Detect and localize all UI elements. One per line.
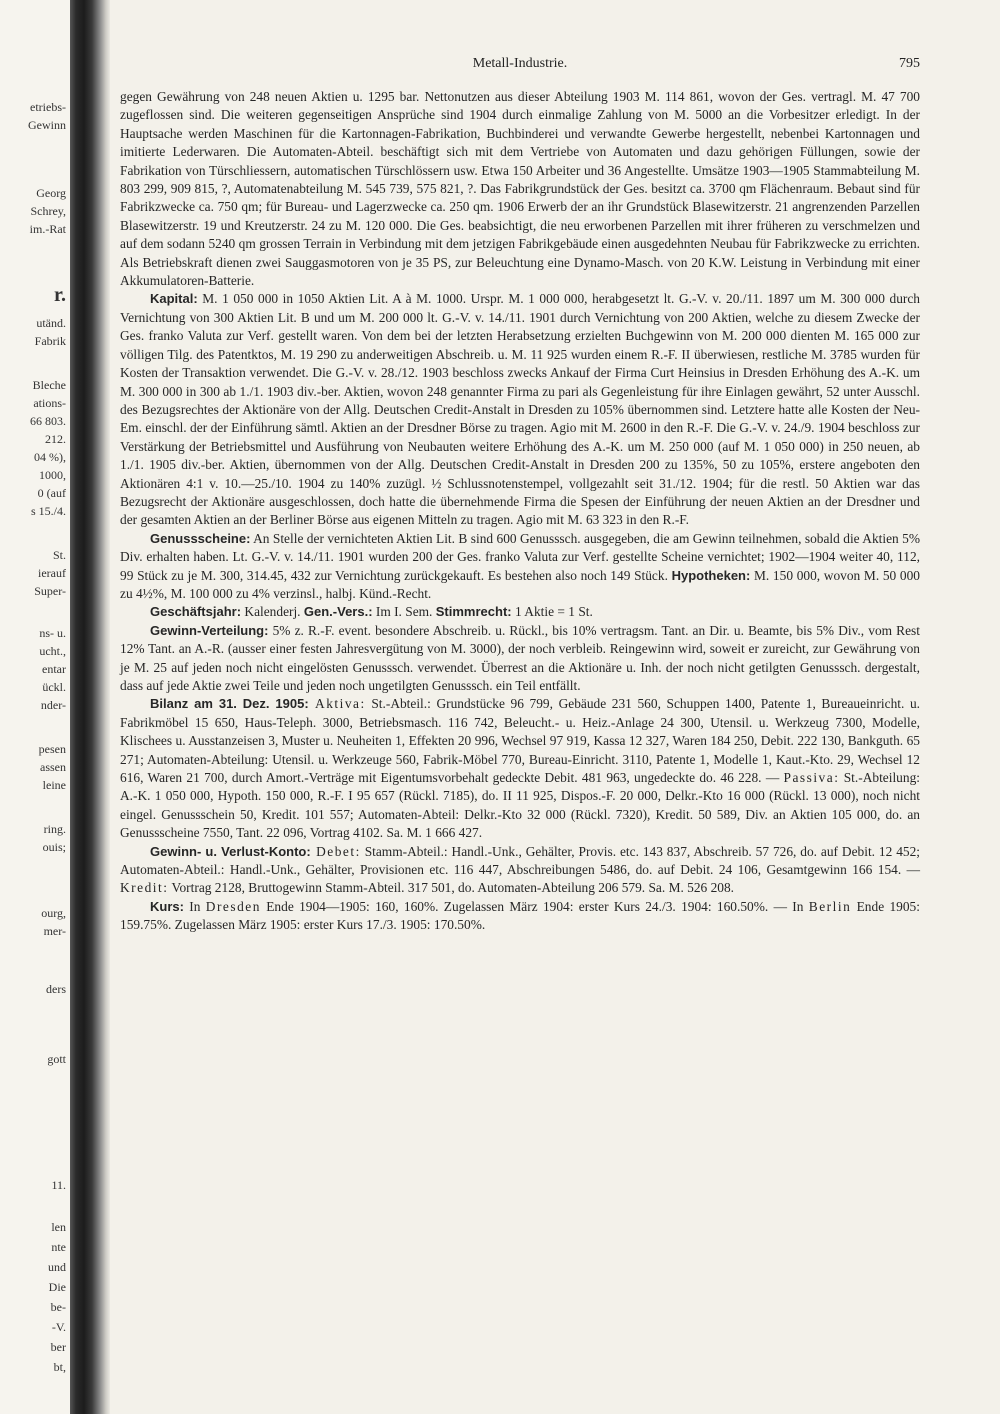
- page: [120, 56, 920, 935]
- paragraph: [120, 622, 920, 696]
- margin-fragment: len: [51, 1220, 66, 1234]
- margin-fragment: ückl.: [42, 680, 66, 694]
- margin-fragment: 0 (auf: [37, 486, 66, 500]
- section-term: Kurs:: [150, 898, 184, 914]
- spaced-label: Berlin: [808, 898, 852, 914]
- page-number: 795: [899, 56, 920, 71]
- margin-fragment: be-: [50, 1300, 66, 1314]
- margin-fragment: Georg: [36, 186, 66, 200]
- margin-fragment: Super-: [34, 584, 66, 598]
- text-run: An Stelle der vernichteten Aktien Lit. B sind 600 Genusssch. ausgegeben, die am Gewinn teilnehmen, sobald die Aktien 5% Div. erhalten haben. Lt. G.-V. v. 14./11. 1901 wurden 200 der Ges. franko Valuta zur Verf. gestellte Scheine vernichtet; 1902—1904 weiter 40, 112, 99 Stück zu je M. 300, 314.45, 432 zur Vernichtung zurückgekauft. Es bestehen also noch 149 Stück.: [120, 530, 920, 583]
- margin-fragment: ourg,: [41, 906, 66, 920]
- text-run: Ende 1905: 159.75%. Zugelassen März 1905: erster Kurs 17./3. 1905: 170.50%.: [120, 898, 920, 933]
- margin-fragment: Schrey,: [30, 204, 66, 218]
- margin-fragment: 04 %),: [34, 450, 66, 464]
- running-header: [120, 56, 920, 88]
- margin-fragment: 1000,: [39, 468, 66, 482]
- section-term: Genussscheine:: [150, 530, 251, 546]
- article-body: [120, 88, 920, 935]
- margin-fragment: mer-: [43, 924, 66, 938]
- text-run: Stamm-Abteil.: Handl.-Unk., Gehälter, Provis. etc. 143 837, Abschreib. 57 726, do. auf Debit. 12 452; Automaten-Abteil.: Handl.-Unk., Gehälter, Provisionen etc. 116 447, Abschreibungen 5486, do. auf Debit. 24 106, Gesamtgewinn 166 154. —: [120, 843, 920, 878]
- section-term: Kapital:: [150, 291, 198, 307]
- margin-fragment: nder-: [40, 698, 66, 712]
- spaced-label: Dresden: [205, 898, 261, 914]
- section-term: Gewinn- u. Verlust-Konto:: [150, 843, 311, 859]
- margin-fragment: und: [48, 1260, 66, 1274]
- margin-fragment: Gewinn: [28, 118, 66, 132]
- margin-fragment: leine: [42, 778, 66, 792]
- text-run: gegen Gewährung von 248 neuen Aktien u. 1295 bar. Nettonutzen aus dieser Abteilung 1903 M. 114 861, wovon der Ges. vertragl. M. 47 700 zugeflossen sind. Die weiteren gegenseitigen Ansprüche sind 1904 durch einmalige Zahlung von M. 5000 an die Vorbesitzer erledigt. In der Hauptsache werden Maschinen für die Kartonnagen-Fabrikation, Buchbinderei und verwandte Gewerbe hergestellt, nebenbei Kartonnagen und imitierte Lederwaren. Die Automaten-Abteil. beschäftigt sich mit dem Vertriebe von Automaten und dazu gehörigen Füllungen, sowie der Fabrikation von Türschliessern, automatischen Türschlössern usw. Etwa 150 Arbeiter und 36 Angestellte. Umsätze 1903—1905 Stammabteilung M. 803 299, 909 815, ?, Automatenabteilung M. 545 739, 575 821, ?. Das Fabrikgrundstück der Ges. besitzt ca. 3700 qm Flächenraum. Bebaut sind für Fabrikzwecke ca. 750 qm; für Bureau- und Lagerzwecke ca. 250 qm. 1906 Erwerb der an ihr Grundstück Blasewitzerstr. 21 angrenzenden Parzellen Blasewitzerstr. 19 und Kreutzerstr. 24 zu M. 120 000. Die Ges. beabsichtigt, die neu erworbenen Parzellen mit ihrer früheren zu verschmelzen und auf dem sodann 5240 qm grossen Terrain in Verbindung mit dem jetzigen Fabrikgebäude einen ausgedehnten Neubau für Fabrikzwecke zu errichten. Als Betriebskraft dienen zwei Sauggasmotoren von je 35 PS, zur Beleuchtung eine Dynamo-Masch. von 20 K.W. Leistung in Verbindung mit einer Akkumulatoren-Batterie.: [120, 89, 920, 289]
- margin-fragment: ucht.,: [39, 644, 66, 658]
- margin-fragment: St.: [52, 548, 66, 562]
- margin-fragment: ations-: [33, 396, 66, 410]
- text-run: Ende 1904—1905: 160, 160%. Zugelassen März 1904: erster Kurs 24./3. 1904: 160.50%. — In: [260, 898, 809, 914]
- margin-fragment: ber: [50, 1340, 66, 1354]
- spaced-label: Debet:: [310, 843, 361, 859]
- margin-fragment: Die: [48, 1280, 66, 1294]
- section-term: Gen.-Vers.:: [303, 604, 373, 620]
- text-run: St.-Abteil.: Grundstücke 96 799, Gebäude 231 560, Schuppen 1400, Patente 1, Bureaueinricht. u. Fabrikmöbel 15 650, Haus-Teleph. 3000, Betriebsmasch. 116 742, Beleucht.- u. Heiz.-Anlage 24 300, Utensil. u. Werkzeug 7300, Modelle, Klischees u. Ausstanzeisen 3, Muster u. Neuheiten 1, Effekten 20 996, Wechsel 97 919, Kassa 12 327, Waren 184 250, Debit. 222 130, Bankguth. 65 271; Automaten-Abteilung: Utensil. u. Werkzeuge 560, Fabrik-Möbel 770, Bureau-Einricht. 3110, Patente 1, Modelle 1, Kaut.-Kto. 29, Wechsel 12 616, Waren 21 700, durch Amort.-Verträge mit Eigentumsvorbehalt gedeckte Debit. 481 963, ungedeckte do. 46 228. —: [120, 696, 920, 786]
- paragraph: [120, 603, 920, 621]
- margin-fragment: 66 803.: [30, 414, 66, 428]
- margin-fragment: ns- u.: [39, 626, 66, 640]
- spaced-label: Aktiva:: [308, 696, 366, 712]
- paragraph: [120, 843, 920, 898]
- margin-fragment: -V.: [51, 1320, 66, 1334]
- section-term: Stimmrecht:: [435, 604, 512, 620]
- paragraph: [120, 695, 920, 842]
- spaced-label: Passiva:: [783, 770, 840, 786]
- text-run: 5% z. R.-F. event. besondere Abschreib. u. Rückl., bis 10% vertragsm. Tant. an Dir. u. Beamte, bis 5% Div., vom Rest 12% Tant. an A.-R. (ausser einer festen Jahresvergütung von M. 3000), der noch verbleib. Reingewinn wird, soweit er zureicht, zur Gewährung von je M. 25 auf jeden noch nicht eingelösten Genusssch. verwendet. Überrest an die Aktionäre u. Inh. der noch nicht getilgten Genusssch. dergestalt, dass auf jede Aktie zwei Teile und jeden noch ungetilgten Genusssch. ein Teil entfällt.: [120, 622, 920, 693]
- text-run: Im I. Sem.: [372, 604, 436, 620]
- section-term: Hypotheken:: [671, 567, 751, 583]
- margin-fragment: Bleche: [32, 378, 66, 392]
- margin-fragment: s 15./4.: [30, 504, 66, 518]
- margin-fragment: pesen: [38, 742, 66, 756]
- text-run: M. 1 050 000 in 1050 Aktien Lit. A à M. 1000. Urspr. M. 1 000 000, herabgesetzt lt. G.-V. v. 20./11. 1897 um M. 300 000 durch Vernichtung von 300 Aktien Lit. B und um M. 200 000 lt. G.-V. v. 14./11. 1901 durch Vernichtung von 200 Aktien, welche zu diesem Zwecke der Ges. franko Valuta zur Verf. gestellt waren. Von dem bei der letzten Herabsetzung erzielten Buchgewinn von M. 200 000 dienten M. 165 000 zur völligen Tilg. des Patentktos, M. 19 290 zu anderweitigen Abschreib. u. M. 11 925 wurden einem R.-F. II überwiesen, restliche M. 3785 wurden für Kosten der Transaktion verwendet. Die G.-V. v. 28./12. 1903 beschloss zwecks Ankauf der Firma Curt Heinsius in Dresden Erhöhung des A.-K. um M. 300 000 in 300 ab 1./1. 1903 div.-ber. Aktien, wovon 248 genannter Firma zu pari als Gegenleistung für ihre Einlagen gewährt, 52 unter Ausschl. des Bezugsrechtes der Aktionäre von der Allg. Deutschen Credit-Anstalt in Dresden zu 105% übernommen sind. Letztere hatte alle Kosten der Neu-Em. einschl. der der Einführung sämtl. Aktien an der Dresdner Börse zu tragen. Agio mit M. 2600 in den R.-F. Die G.-V. v. 24./9. 1904 beschloss zur Verstärkung der Betriebsmittel und Ausführung von Neubauten weitere Erhöhung des A.-K. um M. 250 000 (auf M. 1 050 000) in 250 neuen, ab 1./1. 1905 div.-ber. Aktien, übernommen von der Allg. Deutschen Credit-Anstalt in Dresden 200 zu 135%, 50 zu 105%, erstere angeboten den Aktionären 4:1 v. 10.—25./10. 1904 zu 140% zuzügl. ½ Schlussnotenstempel, vollgezahlt seit 31./12. 1904; für die restl. 50 Aktien war das Bezugsrecht der Aktionäre ausgeschlossen, doch hatte die übernehmende Firma die Spesen der Einführung der neuen Aktien an der Dresdner und der gesamten Aktien an der Berliner Börse aus eigenen Mitteln zu tragen. Agio mit M. 63 323 in den R.-F.: [120, 291, 920, 528]
- text-run: In: [183, 898, 206, 914]
- text-run: 1 Aktie = 1 St.: [511, 604, 593, 620]
- text-run: Vortrag 2128, Bruttogewinn Stamm-Abteil. 317 501, do. Automaten-Abteilung 206 579. Sa. M. 526 208.: [168, 880, 735, 896]
- text-run: Kalenderj.: [241, 604, 304, 620]
- paragraph: [120, 290, 920, 529]
- margin-fragment: entar: [42, 662, 66, 676]
- margin-fragment: 11.: [51, 1178, 66, 1192]
- paragraph: [120, 88, 920, 290]
- margin-fragment: etriebs-: [30, 100, 66, 114]
- margin-fragment: utänd.: [36, 316, 66, 330]
- margin-fragment: assen: [40, 760, 66, 774]
- margin-fragment: nte: [51, 1240, 66, 1254]
- book-gutter: [70, 0, 110, 1414]
- margin-fragment: r.: [53, 284, 66, 306]
- paragraph: [120, 530, 920, 604]
- section-term: Bilanz am 31. Dez. 1905:: [150, 696, 309, 712]
- section-term: Gewinn-Verteilung:: [150, 622, 269, 638]
- section-term: Geschäftsjahr:: [150, 604, 242, 620]
- facing-page-margin: [0, 0, 70, 1414]
- page-title: Metall-Industrie.: [472, 56, 568, 71]
- text-run: M. 150 000, wovon M. 50 000 zu 4½%, M. 100 000 zu 4% verzinsl., halbj. Künd.-Recht.: [120, 567, 920, 601]
- margin-fragment: ierauf: [38, 566, 66, 580]
- margin-fragment: Fabrik: [34, 334, 66, 348]
- margin-fragment: gott: [47, 1052, 66, 1066]
- margin-fragment: im.-Rat: [29, 222, 66, 236]
- spaced-label: Kredit:: [120, 880, 169, 896]
- margin-fragment: ring.: [43, 822, 66, 836]
- margin-fragment: ders: [46, 982, 66, 996]
- paragraph: [120, 898, 920, 935]
- margin-fragment: ouis;: [42, 840, 66, 854]
- margin-fragment: 212.: [45, 432, 66, 446]
- margin-fragment: bt,: [53, 1360, 66, 1374]
- text-run: St.-Abteilung: A.-K. 1 050 000, Hypoth. 150 000, R.-F. I 95 657 (Rückl. 7185), do. II 11 925, Dispos.-F. 20 000, Delkr.-Kto 16 000 (Rückl. 13 000), noch nicht eingel. Genussschein 50, Kredit. 101 557; Automaten-Abteil: Delkr.-Kto 32 000 (Rückl. 7320), Kredit. 50 589, Div. an Aktien 105 000, do. an Genussscheine 7550, Tant. 22 096, Vortrag 4102. Sa. M. 1 666 427.: [120, 770, 920, 841]
